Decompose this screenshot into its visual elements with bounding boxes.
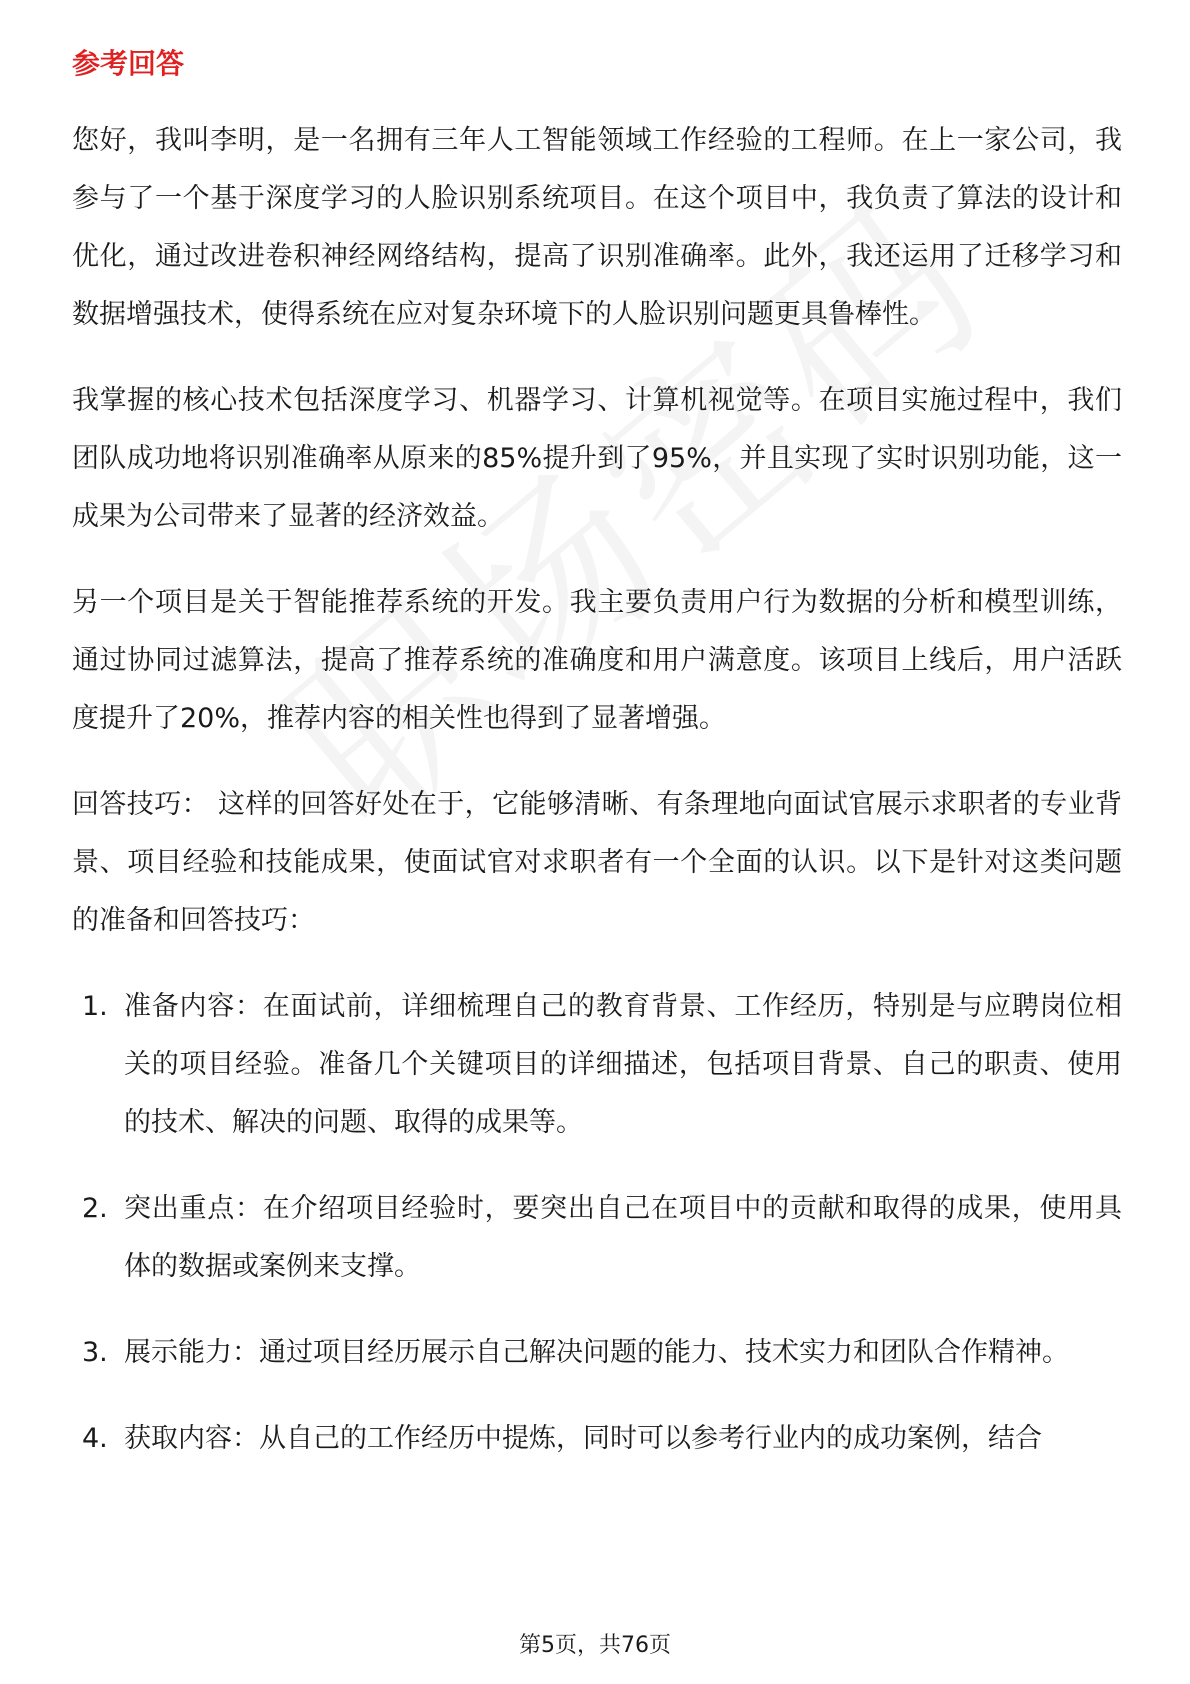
list-item-number: 4. [82, 1423, 108, 1454]
document-body [72, 44, 1122, 1496]
answer-paragraph-3: 另一个项目是关于智能推荐系统的开发。我主要负责用户行为数据的分析和模型训练，通过协同过滤算法，提高了推荐系统的准确度和用户满意度。该项目上线后，用户活跃度提升了20%，推荐内容的相关性也得到了显著增强。 [72, 587, 1122, 734]
answer-paragraph-2: 我掌握的核心技术包括深度学习、机器学习、计算机视觉等。在项目实施过程中，我们团队成功地将识别准确率从原来的85%提升到了95%，并且实现了实时识别功能，这一成果为公司带来了显著的经济效益。 [72, 385, 1122, 532]
list-item [72, 1180, 1122, 1296]
tips-paragraph: 回答技巧： 这样的回答好处在于，它能够清晰、有条理地向面试官展示求职者的专业背景、项目经验和技能成果，使面试官对求职者有一个全面的认识。以下是针对这类问题的准备和回答技巧： [72, 789, 1122, 936]
list-item [72, 1410, 1122, 1468]
section-heading: 参考回答 [72, 47, 185, 80]
page-footer: 第5页，共76页 [519, 1633, 671, 1658]
tips-list [72, 978, 1122, 1468]
list-item-number: 2. [82, 1193, 108, 1224]
list-item-text: 展示能力：通过项目经历展示自己解决问题的能力、技术实力和团队合作精神。 [124, 1337, 1069, 1368]
list-item-text: 获取内容：从自己的工作经历中提炼，同时可以参考行业内的成功案例，结合 [124, 1423, 1042, 1454]
list-item-text: 突出重点：在介绍项目经验时，要突出自己在项目中的贡献和取得的成果，使用具体的数据或案例来支撑。 [124, 1193, 1122, 1282]
list-item [72, 1324, 1122, 1382]
list-item-text: 准备内容：在面试前，详细梳理自己的教育背景、工作经历，特别是与应聘岗位相关的项目经验。准备几个关键项目的详细描述，包括项目背景、自己的职责、使用的技术、解决的问题、取得的成果等。 [124, 991, 1122, 1138]
list-item [72, 978, 1122, 1152]
list-item-number: 3. [82, 1337, 108, 1368]
answer-paragraph-1: 您好，我叫李明，是一名拥有三年人工智能领域工作经验的工程师。在上一家公司，我参与了一个基于深度学习的人脸识别系统项目。在这个项目中，我负责了算法的设计和优化，通过改进卷积神经网络结构，提高了识别准确率。此外，我还运用了迁移学习和数据增强技术，使得系统在应对复杂环境下的人脸识别问题更具鲁棒性。 [72, 125, 1122, 330]
list-item-number: 1. [82, 991, 108, 1022]
